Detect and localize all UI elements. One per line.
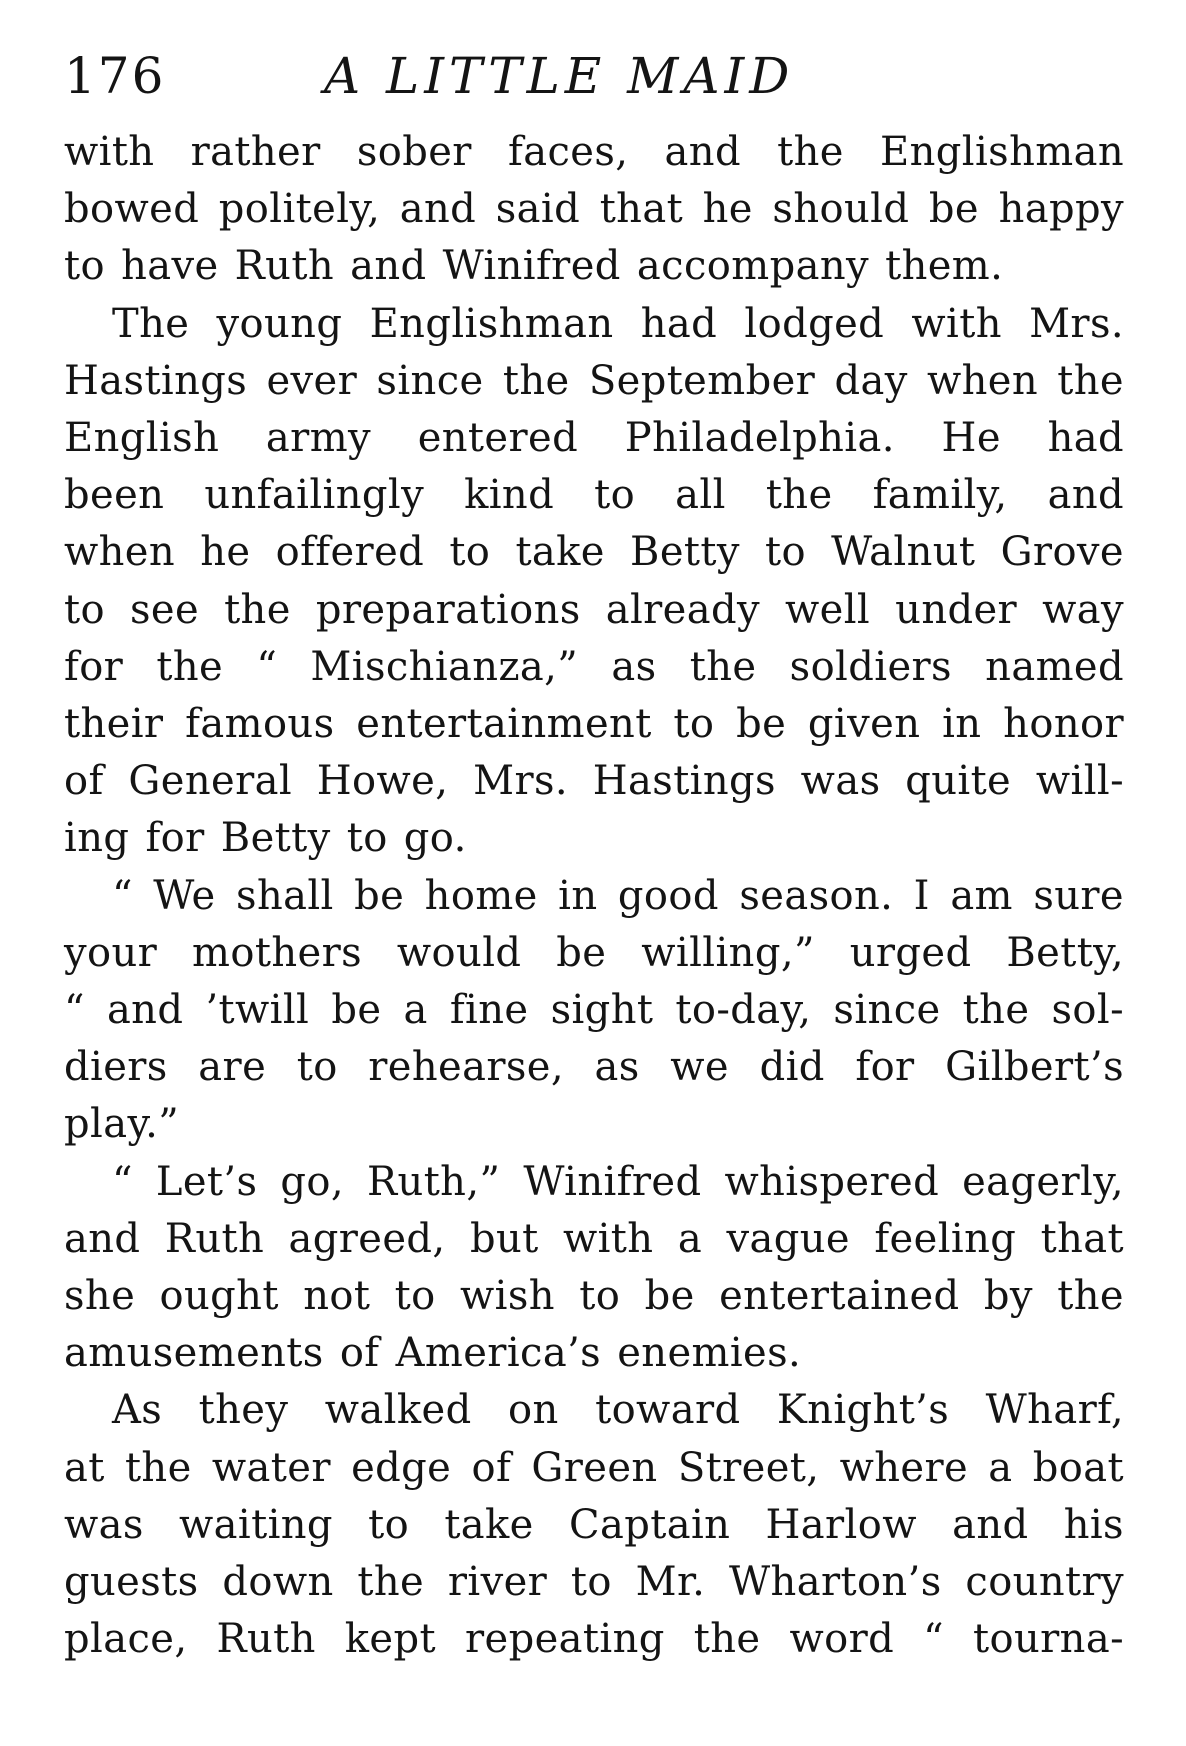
running-title: A LITTLE MAID xyxy=(324,47,795,105)
text-line: for the “ Mischianza,” as the soldiers named xyxy=(64,643,1124,690)
text-line: diers are to rehearse, as we did for Gilbert’s play.” xyxy=(64,1044,1124,1148)
text-line: The young Englishman had lodged with Mrs. xyxy=(112,300,1124,347)
book-page xyxy=(64,46,1124,1668)
text-line: guests down the river to Mr. Wharton’s country xyxy=(64,1559,1124,1606)
text-line: English army entered Philadelphia. He had xyxy=(64,415,1124,462)
text-line: “ Let’s go, Ruth,” Winifred whispered eagerly, xyxy=(112,1158,1124,1205)
page-body xyxy=(64,124,1124,1668)
text-line: when he offered to take Betty to Walnut Grove xyxy=(64,529,1124,576)
text-line: your mothers would be willing,” urged Betty, xyxy=(64,929,1124,976)
text-line: at the water edge of Green Street, where a boat xyxy=(64,1444,1124,1491)
page-header xyxy=(64,46,1124,118)
text-line: to see the preparations already well under way xyxy=(64,586,1124,633)
text-line: was waiting to take Captain Harlow and his xyxy=(64,1501,1124,1548)
text-line: ing for Betty to go. xyxy=(64,815,467,862)
text-line: and Ruth agreed, but with a vague feeling that xyxy=(64,1215,1124,1262)
text-line: with rather sober faces, and the Englishman xyxy=(64,129,1124,175)
text-line: of General Howe, Mrs. Hastings was quite will- xyxy=(64,758,1124,805)
text-line: “ We shall be home in good season. I am sure xyxy=(112,872,1124,919)
text-line: to have Ruth and Winifred accompany them. xyxy=(64,243,1004,290)
text-line: “ and ’twill be a fine sight to-day, since the sol- xyxy=(64,987,1124,1034)
text-line: place, Ruth kept repeating the word “ tourna- xyxy=(64,1616,1124,1663)
text-line: she ought not to wish to be entertained by the xyxy=(64,1273,1124,1320)
text-line: been unfailingly kind to all the family, and xyxy=(64,472,1124,519)
text-line: As they walked on toward Knight’s Wharf, xyxy=(112,1387,1124,1434)
text-line: bowed politely, and said that he should be happy xyxy=(64,186,1124,233)
text-line: amusements of America’s enemies. xyxy=(64,1330,802,1377)
page-number: 176 xyxy=(64,47,166,105)
text-line: their famous entertainment to be given in honor xyxy=(64,701,1124,748)
text-line: Hastings ever since the September day when the xyxy=(64,357,1124,404)
